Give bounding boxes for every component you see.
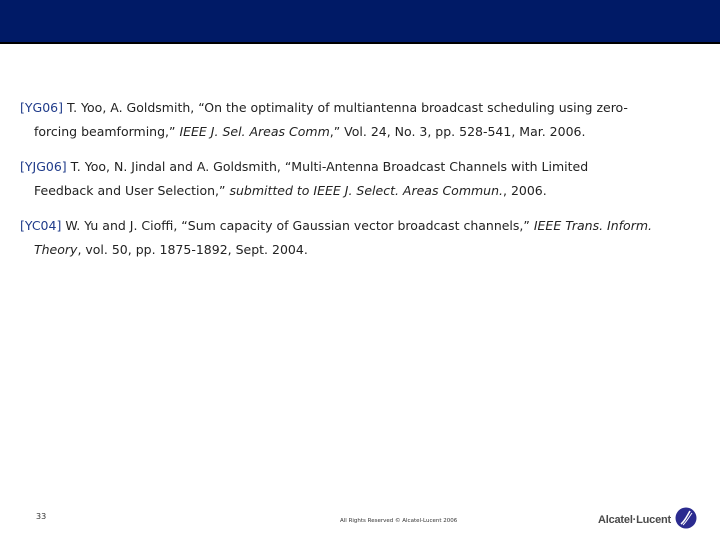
page-number: 33	[36, 512, 47, 521]
reference-journal: IEEE Trans. Inform.	[533, 218, 652, 233]
reference-item	[20, 155, 700, 203]
reference-text: , 2006.	[503, 183, 547, 198]
reference-continuation	[20, 238, 700, 262]
reference-text: forcing beamforming,”	[34, 124, 180, 139]
reference-journal: submitted to IEEE J. Select. Areas Commun.	[229, 183, 503, 198]
reference-text: T. Yoo, A. Goldsmith, “On the optimality of multiantenna broadcast scheduling using zero-	[62, 100, 628, 115]
reference-text: W. Yu and J. Cioffi, “Sum capacity of Gaussian vector broadcast channels,”	[61, 218, 534, 233]
reference-tag: [YG06]	[20, 100, 63, 115]
reference-text: , vol. 50, pp. 1875-1892, Sept. 2004.	[77, 242, 308, 257]
reference-item	[20, 214, 700, 262]
reference-tag: [YC04]	[20, 218, 62, 233]
reference-list	[20, 96, 700, 273]
company-logo	[598, 509, 697, 531]
reference-text: Feedback and User Selection,”	[34, 183, 230, 198]
reference-journal: IEEE J. Sel. Areas Comm	[179, 124, 330, 139]
logo-wordmark: Alcatel·Lucent	[598, 514, 671, 526]
reference-text: ,” Vol. 24, No. 3, pp. 528-541, Mar. 2006.	[329, 124, 586, 139]
reference-item	[20, 96, 700, 144]
reference-continuation	[20, 179, 700, 203]
reference-text: T. Yoo, N. Jindal and A. Goldsmith, “Multi-Antenna Broadcast Channels with Limited	[66, 159, 589, 174]
reference-continuation	[20, 120, 700, 144]
reference-journal: Theory	[34, 242, 78, 257]
copyright-notice: All Rights Reserved © Alcatel-Lucent 2006	[340, 518, 458, 524]
title-bar	[0, 0, 720, 44]
reference-tag: [YJG06]	[20, 159, 67, 174]
alcatel-lucent-swirl-icon	[675, 507, 697, 533]
